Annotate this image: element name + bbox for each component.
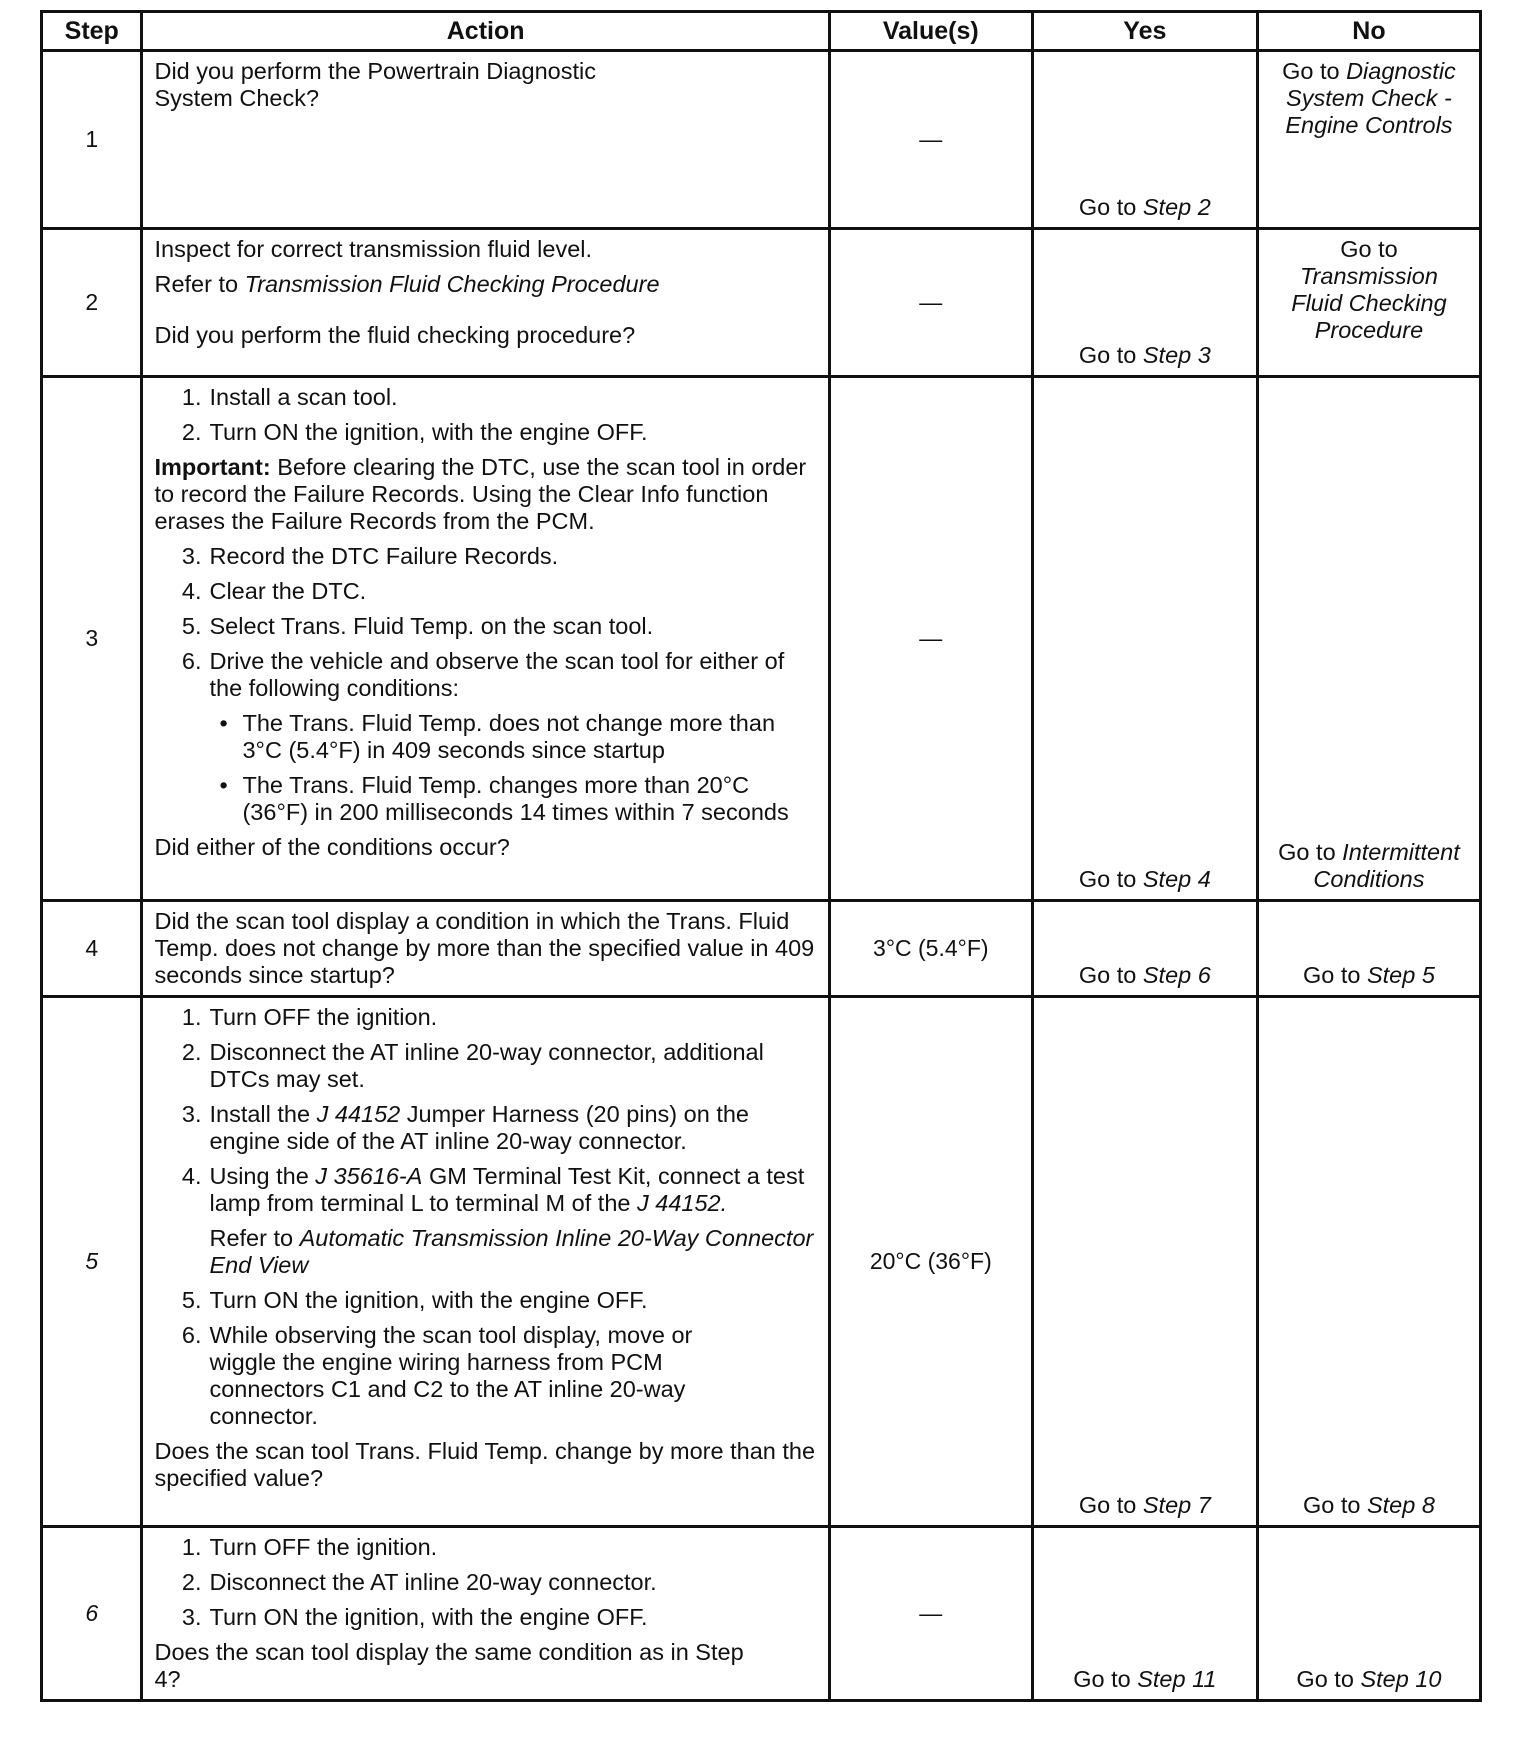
yes-cell	[1032, 229, 1257, 377]
item-number: 2.	[181, 1039, 202, 1065]
item-number: 4.	[181, 1163, 202, 1189]
header-no: No	[1257, 12, 1480, 51]
table-row	[42, 997, 1481, 1527]
action-cell	[142, 229, 829, 377]
no-ref-link[interactable]: Intermittent Conditions	[1313, 839, 1460, 892]
action-cell	[142, 51, 829, 229]
table-row	[42, 51, 1481, 229]
goto-label: Go to	[1282, 58, 1340, 84]
item-text-mid: GM Terminal Test Kit, connect a test lamp from terminal L to terminal M of the	[209, 1163, 805, 1216]
item-number: 6.	[181, 1322, 202, 1348]
item-text	[209, 1163, 819, 1217]
goto-label: Go to	[1302, 962, 1361, 988]
item-text-pre: Install the	[209, 1101, 311, 1127]
no-cell	[1257, 377, 1480, 901]
list-item	[154, 1163, 819, 1217]
yes-step-link[interactable]: Step 6	[1142, 962, 1211, 988]
refer-prefix: Refer to	[209, 1225, 294, 1251]
list-item	[154, 613, 819, 640]
item-text: Disconnect the AT inline 20-way connector.	[209, 1569, 657, 1595]
diagnostic-table	[40, 10, 1482, 1702]
tool-ref: J 44152	[637, 1190, 721, 1216]
bullet-text: The Trans. Fluid Temp. does not change more than 3°C (5.4°F) in 409 seconds since startup	[242, 710, 776, 763]
bullet-icon: •	[219, 710, 228, 736]
item-text: Turn ON the ignition, with the engine OFF.	[209, 1604, 648, 1630]
step-number: 1	[42, 51, 142, 229]
item-number: 4.	[181, 578, 202, 604]
goto-label: Go to	[1078, 1492, 1137, 1518]
item-number: 1.	[181, 1004, 202, 1030]
action-text: Inspect for correct transmission fluid level.	[154, 236, 593, 262]
item-text: Turn ON the ignition, with the engine OFF.	[209, 419, 648, 445]
no-cell	[1257, 997, 1480, 1527]
item-text-end: .	[720, 1190, 728, 1216]
header-row	[42, 12, 1481, 51]
refer-doc-link[interactable]: Transmission Fluid Checking Procedure	[244, 271, 660, 297]
list-item	[154, 1604, 819, 1631]
action-cell	[142, 377, 829, 901]
item-number: 3.	[181, 1101, 202, 1127]
list-item	[154, 1569, 819, 1596]
goto-label: Go to	[1073, 1666, 1131, 1692]
yes-step-link[interactable]: Step 7	[1142, 1492, 1211, 1518]
item-number: 3.	[181, 543, 202, 569]
list-item	[154, 578, 819, 605]
item-number: 2.	[181, 419, 202, 445]
yes-step-link[interactable]: Step 11	[1137, 1666, 1217, 1692]
item-number: 2.	[181, 1569, 202, 1595]
item-text: Select Trans. Fluid Temp. on the scan tool.	[209, 613, 654, 639]
important-text: Before clearing the DTC, use the scan tool in order to record the Failure Records. Using the Clear Info function erases the Failure Records from the PCM.	[154, 454, 807, 534]
value-cell: —	[829, 51, 1032, 229]
refer-doc-link[interactable]: Automatic Transmission Inline 20-Way Connector End View	[209, 1225, 814, 1278]
header-step: Step	[42, 12, 142, 51]
item-text: Disconnect the AT inline 20-way connector, additional DTCs may set.	[209, 1039, 764, 1092]
header-values: Value(s)	[829, 12, 1032, 51]
goto-label: Go to	[1078, 342, 1137, 368]
bullet-text: The Trans. Fluid Temp. changes more than 20°C (36°F) in 200 milliseconds 14 times within 7 seconds	[242, 772, 789, 825]
value-cell: —	[829, 1527, 1032, 1701]
header-yes: Yes	[1032, 12, 1257, 51]
no-cell	[1257, 229, 1480, 377]
value-cell: 3°C (5.4°F)	[829, 901, 1032, 997]
yes-cell	[1032, 901, 1257, 997]
goto-label: Go to	[1078, 962, 1137, 988]
item-number: 1.	[181, 384, 202, 410]
item-text-post: Jumper Harness (20 pins) on the engine side of the AT inline 20-way connector.	[209, 1101, 749, 1154]
yes-step-link[interactable]: Step 2	[1142, 194, 1211, 220]
refer-prefix: Refer to	[154, 271, 239, 297]
goto-label: Go to	[1340, 236, 1398, 262]
table-row	[42, 229, 1481, 377]
yes-cell	[1032, 377, 1257, 901]
action-text: Did the scan tool display a condition in which the Trans. Fluid Temp. does not change by more than the specified value in 409 seconds since startup?	[154, 908, 815, 988]
value-cell: 20°C (36°F)	[829, 997, 1032, 1527]
step-number: 5	[42, 997, 142, 1527]
list-item	[154, 1322, 819, 1430]
item-text: Turn ON the ignition, with the engine OFF.	[209, 1287, 648, 1313]
action-question: Does the scan tool Trans. Fluid Temp. change by more than the specified value?	[154, 1438, 816, 1491]
action-cell	[142, 901, 829, 997]
goto-label: Go to	[1078, 866, 1137, 892]
value-cell: —	[829, 377, 1032, 901]
table-row	[42, 377, 1481, 901]
item-text-pre: Using the	[209, 1163, 309, 1189]
item-text	[209, 1101, 819, 1155]
bullet-icon: •	[219, 772, 228, 798]
goto-label: Go to	[1296, 1666, 1354, 1692]
no-ref-link[interactable]: Transmission Fluid Checking Procedure	[1291, 263, 1447, 343]
item-text: Clear the DTC.	[209, 578, 367, 604]
important-note	[154, 454, 819, 535]
bullet-item	[154, 772, 819, 826]
item-text: Record the DTC Failure Records.	[209, 543, 559, 569]
item-text: Turn OFF the ignition.	[209, 1534, 438, 1560]
yes-step-link[interactable]: Step 4	[1142, 866, 1211, 892]
item-number: 5.	[181, 613, 202, 639]
item-text: Install a scan tool.	[209, 384, 398, 410]
table-row	[42, 1527, 1481, 1701]
goto-label: Go to	[1302, 1492, 1361, 1518]
yes-cell	[1032, 997, 1257, 1527]
item-text: Turn OFF the ignition.	[209, 1004, 438, 1030]
action-question: Did either of the conditions occur?	[154, 834, 510, 860]
list-item	[154, 648, 819, 702]
table-row	[42, 901, 1481, 997]
yes-cell	[1032, 51, 1257, 229]
tool-ref: J 35616-A	[315, 1163, 423, 1189]
list-item	[154, 1004, 819, 1031]
bullet-item	[154, 710, 819, 764]
step-number: 4	[42, 901, 142, 997]
item-number: 3.	[181, 1604, 202, 1630]
item-number: 5.	[181, 1287, 202, 1313]
refer-line	[154, 271, 819, 298]
value-cell: —	[829, 229, 1032, 377]
action-question: Does the scan tool display the same condition as in Step 4?	[154, 1639, 744, 1692]
item-number: 1.	[181, 1534, 202, 1560]
action-cell	[142, 1527, 829, 1701]
action-question: Did you perform the fluid checking procedure?	[154, 322, 636, 348]
step-number: 3	[42, 377, 142, 901]
action-text: Did you perform the Powertrain Diagnostic System Check?	[154, 58, 596, 111]
no-cell	[1257, 1527, 1480, 1701]
list-item	[154, 384, 819, 411]
item-text: Drive the vehicle and observe the scan tool for either of the following conditions:	[209, 648, 785, 701]
no-step-link[interactable]: Step 5	[1366, 962, 1435, 988]
goto-label: Go to	[1078, 194, 1137, 220]
list-item	[154, 1287, 819, 1314]
no-ref-link[interactable]: Diagnostic System Check - Engine Controls	[1285, 58, 1456, 138]
no-step-link[interactable]: Step 10	[1360, 1666, 1442, 1692]
header-action: Action	[142, 12, 829, 51]
item-text: While observing the scan tool display, move or wiggle the engine wiring harness from PCM connectors C1 and C2 to the AT inline 20-way connector.	[209, 1322, 693, 1429]
tool-ref: J 44152	[316, 1101, 401, 1127]
no-cell	[1257, 51, 1480, 229]
goto-label: Go to	[1278, 839, 1336, 865]
no-step-link[interactable]: Step 8	[1366, 1492, 1435, 1518]
list-item	[154, 419, 819, 446]
list-item	[154, 1101, 819, 1155]
important-label: Important:	[154, 454, 271, 480]
yes-cell	[1032, 1527, 1257, 1701]
action-cell	[142, 997, 829, 1527]
step-number: 2	[42, 229, 142, 377]
item-number: 6.	[181, 648, 202, 674]
no-cell	[1257, 901, 1480, 997]
list-item	[154, 1039, 819, 1093]
step-number: 6	[42, 1527, 142, 1701]
refer-line	[154, 1225, 819, 1279]
list-item	[154, 543, 819, 570]
list-item	[154, 1534, 819, 1561]
yes-step-link[interactable]: Step 3	[1142, 342, 1211, 368]
